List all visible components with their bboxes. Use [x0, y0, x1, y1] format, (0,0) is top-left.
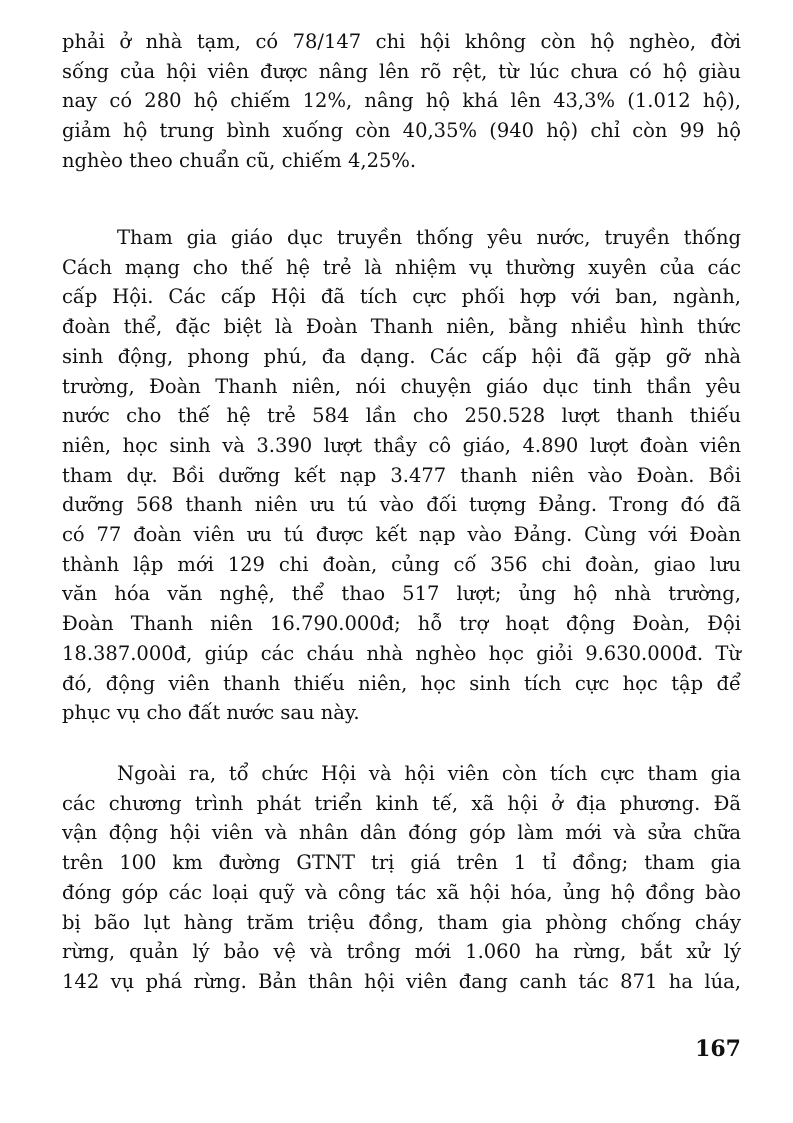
text-line: trường, Đoàn Thanh niên, nói chuyện giáo dục tinh thần yêu [62, 374, 741, 398]
text-line: giảm hộ trung bình xuống còn 40,35% (940 hộ) chỉ còn 99 hộ [62, 119, 741, 143]
page-number: 167 [695, 1036, 741, 1062]
text-line: nay có 280 hộ chiếm 12%, nâng hộ khá lên 43,3% (1.012 hộ), [62, 89, 741, 113]
text-line: văn hóa văn nghệ, thể thao 517 lượt; ủng hộ nhà trường, [62, 582, 741, 606]
text-line: phục vụ cho đất nước sau này. [62, 701, 360, 725]
text-line: 142 vụ phá rừng. Bản thân hội viên đang canh tác 871 ha lúa, [62, 969, 741, 993]
text-line: tham dự. Bồi dưỡng kết nạp 3.477 thanh niên vào Đoàn. Bồi [62, 463, 741, 487]
text-line: có 77 đoàn viên ưu tú được kết nạp vào Đảng. Cùng với Đoàn [62, 523, 741, 546]
text-line: các chương trình phát triển kinh tế, xã hội ở địa phương. Đã [62, 791, 741, 815]
text-line: sống của hội viên được nâng lên rõ rệt, từ lúc chưa có hộ giàu [62, 59, 741, 83]
text-line: Đoàn Thanh niên 16.790.000đ; hỗ trợ hoạt động Đoàn, Đội [62, 612, 741, 636]
text-line: sinh động, phong phú, đa dạng. Các cấp hội đã gặp gỡ nhà [62, 344, 741, 368]
text-line: đóng góp các loại quỹ và công tác xã hội hóa, ủng hộ đồng bào [62, 880, 741, 904]
text-line: 18.387.000đ, giúp các cháu nhà nghèo học giỏi 9.630.000đ. Từ [62, 641, 741, 665]
text-line: niên, học sinh và 3.390 lượt thầy cô giáo, 4.890 lượt đoàn viên [62, 433, 741, 457]
text-line: đoàn thể, đặc biệt là Đoàn Thanh niên, bằng nhiều hình thức [62, 315, 741, 339]
text-line: phải ở nhà tạm, có 78/147 chi hội không còn hộ nghèo, đời [62, 30, 741, 53]
text-line: trên 100 km đường GTNT trị giá trên 1 tỉ đồng; tham gia [62, 851, 741, 875]
text-line: đó, động viên thanh thiếu niên, học sinh tích cực học tập để [62, 671, 741, 695]
text-line: dưỡng 568 thanh niên ưu tú vào đối tượng Đảng. Trong đó đã [62, 493, 741, 517]
text-line: nghèo theo chuẩn cũ, chiếm 4,25%. [62, 148, 417, 172]
text-line: rừng, quản lý bảo vệ và trồng mới 1.060 ha rừng, bắt xử lý [62, 940, 741, 964]
text-line: Ngoài ra, tổ chức Hội và hội viên còn tích cực tham gia [117, 762, 741, 785]
text-line: thành lập mới 129 chi đoàn, củng cố 356 chi đoàn, giao lưu [62, 552, 741, 576]
text-line: Cách mạng cho thế hệ trẻ là nhiệm vụ thường xuyên của các [62, 255, 741, 279]
text-line: vận động hội viên và nhân dân đóng góp làm mới và sửa chữa [62, 821, 741, 845]
text-line: nước cho thế hệ trẻ 584 lần cho 250.528 lượt thanh thiếu [62, 404, 741, 428]
text-line: Tham gia giáo dục truyền thống yêu nước, truyền thống [117, 226, 741, 249]
text-line: bị bão lụt hàng trăm triệu đồng, tham gia phòng chống cháy [62, 910, 741, 934]
text-line: cấp Hội. Các cấp Hội đã tích cực phối hợp với ban, ngành, [62, 285, 741, 309]
